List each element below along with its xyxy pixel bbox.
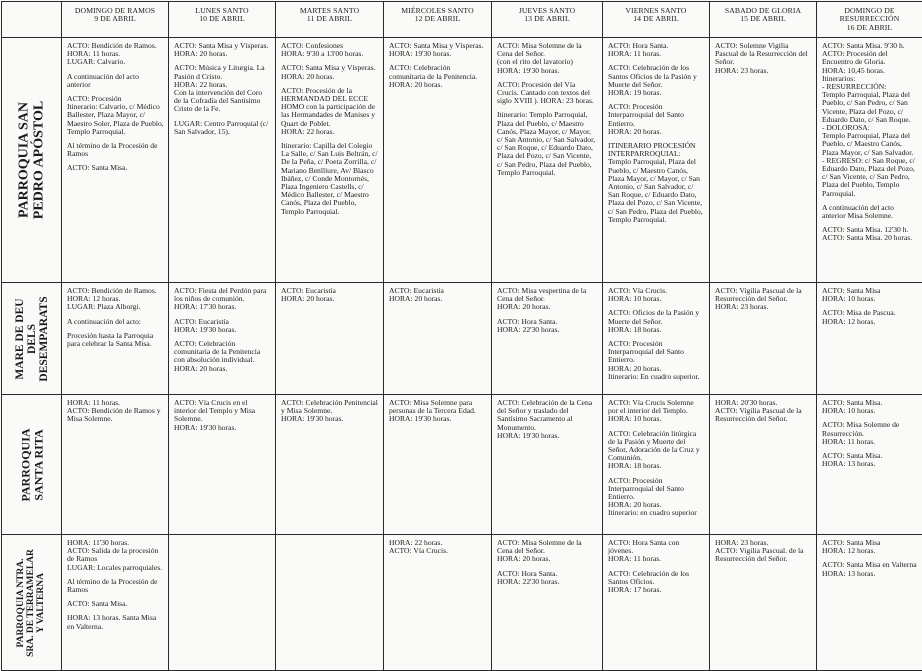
event-text: ACTO: Santa Misa. HORA: 13 horas. bbox=[822, 451, 883, 469]
schedule-cell bbox=[384, 535, 492, 671]
event-text: ACTO: Santa Misa y Vísperas. HORA: 19'30 horas. bbox=[389, 41, 484, 59]
table-corner bbox=[2, 2, 62, 38]
parish-name: PARROQUIA NTRA. SRA. DE TERRAMELAR Y VALTERNA bbox=[15, 548, 46, 657]
schedule-cell bbox=[384, 395, 492, 535]
event-text: ACTO: Misa Solemne para personas de la Tercera Edad. HORA: 19'30 horas. bbox=[389, 398, 476, 424]
event-text: ACTO: Procesión del Vía Crucis. Cantado con textos del siglo XVIII ). HORA: 23 horas. bbox=[497, 79, 594, 106]
schedule-cell bbox=[169, 535, 276, 671]
schedule-cell bbox=[384, 283, 492, 395]
event-text: ACTO: Procesión de la HERMANDAD DEL ECCE HOMO con la participación de las Hermandades de Manises y Quart de Poblet. HORA: 22 horas. bbox=[281, 85, 376, 136]
event-text: ACTO: Procesión Itinerario: Calvario, c/ Médico Ballester, Plaza Mayor, c/ Maestro Soler, Plaza de Pueblo, Templo Parroquial. bbox=[67, 94, 164, 136]
event-text: ACTO: Celebración comunitaria de la Penitencia con absolución individual. HORA: 20 horas. bbox=[174, 339, 261, 373]
day-date: 13 DE ABRIL bbox=[524, 14, 570, 24]
day-header bbox=[62, 2, 169, 38]
event-text: HORA: 20'30 horas. ACTO: Vigilia Pascual de la Resurrección del Señor. bbox=[715, 398, 802, 424]
event-text: ACTO: Vía Crucis en el interior del Templo y Misa Solemne. HORA: 19'30 horas. bbox=[174, 398, 256, 432]
schedule-cell bbox=[817, 38, 922, 283]
event-text: ACTO: Santa Misa. bbox=[67, 599, 128, 609]
day-date: 10 DE ABRIL bbox=[199, 14, 245, 24]
event-text: ACTO: Santa Misa. bbox=[67, 163, 128, 173]
event-text: ACTO: Vía Crucis. HORA: 10 horas. bbox=[608, 286, 667, 304]
day-header bbox=[276, 2, 384, 38]
event-text: A continuación del acto: bbox=[67, 316, 142, 326]
parish-header bbox=[2, 38, 62, 283]
event-text: ACTO: Santa Misa HORA: 12 horas. bbox=[822, 538, 881, 556]
event-text: Itinerario: Capilla del Colegio La Salle, c/ San Luis Beltrán, c/ De la Peña, c/ Poeta Zorrilla, c/ Mariano Benlliure, Av/ Blasco Ibáñez, c/ Conde Montornés, Plaza Ingeniero Castells, c/ Médico Ballester, c/ Maestro Canós, Plaza del Pueblo, Templo Parroquial. bbox=[281, 141, 378, 216]
event-text: ACTO: Santa Misa. 12'30 h. ACTO: Santa Misa. 20 horas. bbox=[822, 225, 913, 243]
schedule-cell bbox=[276, 283, 384, 395]
event-text: LUGAR: Centro Parroquial (c/ San Salvador, 15). bbox=[174, 118, 269, 136]
parish-row bbox=[2, 395, 922, 535]
event-text: ACTO: Celebración comunitaria de la Penitencia. HORA: 20 horas. bbox=[389, 63, 478, 89]
schedule-cell bbox=[169, 395, 276, 535]
event-text: ACTO: Procesión Interparroquial del Santo Entierro. HORA: 20 horas. Itinerario: En cuadro superior. bbox=[608, 339, 700, 381]
event-text: ACTO: Eucaristía HORA: 20 horas. bbox=[389, 286, 444, 304]
event-text: HORA: 13 horas. Santa Misa en Valterna. bbox=[67, 613, 157, 631]
schedule-cell bbox=[603, 395, 710, 535]
schedule-cell bbox=[710, 283, 817, 395]
schedule-cell bbox=[603, 283, 710, 395]
event-text: ACTO: Celebración de los Santos Oficios de la Pasión y Muerte del Señor. HORA: 19 horas. bbox=[608, 63, 697, 98]
event-text: ACTO: Hora Santa. HORA: 11 horas. bbox=[608, 41, 669, 59]
event-text: A continuación del acto anterior Misa Solemne. bbox=[822, 202, 894, 221]
event-text: ACTO: Procesión Interparroquial del Santo Entierro. HORA: 20 horas. bbox=[608, 102, 684, 136]
event-text: ACTO: Bendición de Ramos. HORA: 11 horas. LUGAR: Calvario. bbox=[67, 41, 157, 67]
event-text: ACTO: Vía Crucis Solemne por el interior del Templo. HORA: 10 horas. bbox=[608, 398, 694, 424]
schedule-cell bbox=[492, 38, 603, 283]
event-text: ACTO: Procesión Interparroquial del Santo Entierro. HORA: 20 horas. Itinerario: en cuadro superior bbox=[608, 475, 697, 518]
schedule-cell bbox=[710, 38, 817, 283]
event-text: ACTO: Celebración de los Santos Oficios. HORA: 17 horas. bbox=[608, 568, 690, 595]
event-text: ACTO: Misa vespertina de la Cena del Señor. HORA: 20 horas. bbox=[497, 286, 587, 312]
day-name: DOMINGO DE RESURRECCIÓN bbox=[839, 6, 900, 24]
day-date: 11 DE ABRIL bbox=[306, 14, 353, 24]
event-text: ACTO: Santa Misa en Valterna HORA: 13 horas. bbox=[822, 560, 917, 578]
event-text: ACTO: Santa Misa y Vísperas. HORA: 20 horas. bbox=[281, 63, 376, 81]
day-header bbox=[384, 2, 492, 38]
day-name: VIERNES SANTO bbox=[625, 6, 687, 15]
event-text: ACTO: Santa Misa. HORA: 10 horas. bbox=[822, 398, 883, 416]
event-text: ACTO: Misa de Pascua. HORA: 12 horas. bbox=[822, 308, 896, 326]
schedule-cell bbox=[384, 38, 492, 283]
event-text: ITINERARIO PROCESIÓN INTERPARROQUIAL: Templo Parroquial, Plaza del Pueblo, c/ Maestro Canós, Plaza Mayor, c/ Mayor, c/ San Antonio, c/ San Salvador, c/ San Roque, c/ Eduardo Dato, Plaza del Pozo, c/ San Vicente, c/ San Pedro, Plaza del Pueblo, Templo Parroquial. bbox=[608, 141, 703, 224]
event-text: ACTO: Bendición de Ramos. HORA: 12 horas. LUGAR: Plaza Alborgi. bbox=[67, 286, 157, 312]
event-text: HORA: 11'30 horas. ACTO: Salida de la procesión de Ramos LUGAR: Locales parroquiales. bbox=[67, 538, 163, 572]
parish-name: MARE DE DEU DELS DESEMPARATS bbox=[13, 295, 50, 382]
schedule-cell bbox=[492, 395, 603, 535]
event-text: ACTO: Música y Liturgia. La Pasión d Cristo. HORA: 22 horas. Con la intervención del Coro de la Cofradía del Santísimo Cristo de la Fe. bbox=[174, 63, 265, 114]
schedule-cell bbox=[710, 535, 817, 671]
day-date: 12 DE ABRIL bbox=[414, 14, 461, 24]
parish-row bbox=[2, 38, 922, 283]
day-name: LUNES SANTO bbox=[195, 6, 249, 15]
parish-header bbox=[2, 535, 62, 671]
event-text: ACTO: Misa Solemne de la Cena del Señor. HORA: 20 horas. bbox=[497, 538, 582, 564]
schedule-cell bbox=[817, 283, 922, 395]
schedule-cell bbox=[710, 395, 817, 535]
day-header bbox=[710, 2, 817, 38]
event-text: Al término de la Procesión de Ramos bbox=[67, 576, 158, 595]
event-text: ACTO: Eucaristía HORA: 19'30 horas. bbox=[174, 316, 237, 334]
event-text: ACTO: Celebración Penitencial y Misa Solemne. HORA: 19'30 horas. bbox=[281, 398, 378, 424]
event-text: HORA: 11 horas. ACTO: Bendición de Ramos y Misa Solemne. bbox=[67, 398, 161, 424]
day-date: 16 DE ABRIL bbox=[846, 22, 893, 32]
event-text: Al término de la Procesión de Ramos bbox=[67, 141, 158, 159]
day-header bbox=[169, 2, 276, 38]
day-header bbox=[603, 2, 710, 38]
event-text: ACTO: Hora Santa. HORA: 22'30 horas. bbox=[497, 568, 560, 586]
event-text: ACTO: Santa Misa HORA: 10 horas. bbox=[822, 286, 881, 304]
schedule-cell bbox=[817, 395, 922, 535]
event-text: ACTO: Santa Misa y Vísperas. HORA: 20 horas. bbox=[174, 41, 269, 59]
schedule-cell bbox=[276, 535, 384, 671]
event-text: Itinerario: Templo Parroquial, Plaza del Pueblo, c/ Maestro Canós, Plaza Mayor, c/ Mayor, c/ San Antonio, c/ San Salvador, c/ San Roque, c/ Eduardo Dato, Plaza del Pozo, c/ San Vicente, c/ San Pedro, Plaza del Pueblo, Templo Parroquial. bbox=[497, 110, 596, 177]
day-name: JUEVES SANTO bbox=[518, 6, 576, 15]
schedule-cell bbox=[169, 38, 276, 283]
schedule-cell bbox=[169, 283, 276, 395]
schedule-cell bbox=[603, 38, 710, 283]
day-date: 14 DE ABRIL bbox=[633, 14, 679, 24]
parish-header bbox=[2, 283, 62, 395]
parish-name: PARROQUIA SAN PEDRO APÓSTOL bbox=[15, 100, 46, 220]
event-text: ACTO: Hora Santa con jóvenes. HORA: 11 horas. bbox=[608, 538, 680, 564]
event-text: ACTO: Celebración de la Cena del Señor y traslado del Santísimo Sacramento al Monumento. HORA: 19'30 horas. bbox=[497, 398, 593, 440]
event-text: Procesión hasta la Parroquia para celebrar la Santa Misa. bbox=[67, 330, 154, 349]
day-date: 15 DE ABRIL bbox=[740, 14, 786, 24]
event-text: ACTO: Vigilia Pascual de la Resurrección del Señor. HORA: 23 horas. bbox=[715, 286, 802, 312]
schedule-cell bbox=[276, 38, 384, 283]
parish-row bbox=[2, 283, 922, 395]
day-name: MARTES SANTO bbox=[299, 6, 360, 15]
day-header-row bbox=[2, 2, 922, 38]
event-text: ACTO: Santa Misa. 9'30 h. ACTO: Procesión del Encuentro de Gloria. HORA: 10,45 horas. Itinerarios: - RESURRECCIÓN: Templo Parroquial, Plaza del Pueblo, c/ San Pedro, c/ San Vicente, Plaza del Pozo, c/ Eduardo Dato, c/ San Roque. - DOLOROSA: Templo Parroquial, Plaza del Pueblo, c/ Maestro Canós, Plaza Mayor, c/ San Salvador. - REGRESO: c/ San Roque, c/ Eduardo Dato, Plaza del Pozo, c/ San Vicente, c/ San Pedro, Plaza del Pueblo, Templo Parroquial. bbox=[822, 41, 915, 198]
event-text: ACTO: Misa Solemne de la Cena del Señor. (con el rito del lavatorio) HORA: 19'30 horas. bbox=[497, 41, 582, 75]
schedule-cell bbox=[817, 535, 922, 671]
event-text: ACTO: Fiesta del Perdón para los niños de comunión. HORA: 17'30 horas. bbox=[174, 286, 267, 312]
schedule-cell bbox=[276, 395, 384, 535]
day-name: MIÉRCOLES SANTO bbox=[401, 6, 474, 15]
schedule-cell bbox=[62, 395, 169, 535]
event-text: HORA: 22 horas. ACTO: Vía Crucis. bbox=[389, 538, 448, 556]
event-text: ACTO: Eucaristía HORA: 20 horas. bbox=[281, 286, 336, 304]
schedule-cell bbox=[492, 535, 603, 671]
day-header bbox=[817, 2, 922, 38]
day-name: SABADO DE GLORIA bbox=[724, 6, 802, 15]
event-text: ACTO: Misa Solemne de Resurrección. HORA: 11 horas. bbox=[822, 420, 900, 446]
holy-week-schedule-table bbox=[1, 1, 922, 671]
day-name: DOMINGO DE RAMOS bbox=[74, 6, 156, 15]
event-text: ACTO: Hora Santa. HORA: 22'30 horas. bbox=[497, 316, 560, 334]
day-header bbox=[492, 2, 603, 38]
parish-name: PARROQUIA SANTA RITA bbox=[17, 427, 45, 502]
event-text: HORA: 23 horas. ACTO: Vigilia Pascual. de la Resurrección del Señor. bbox=[715, 538, 804, 564]
parish-header bbox=[2, 395, 62, 535]
event-text: ACTO: Solemne Vigilia Pascual de la Resurrección del Señor. HORA: 23 horas. bbox=[715, 41, 808, 75]
schedule-cell bbox=[62, 283, 169, 395]
schedule-cell bbox=[62, 535, 169, 671]
event-text: ACTO: Celebración litúrgica de la Pasión y Muerte del Señor, Adoración de la Cruz y Comunión. HORA: 18 horas. bbox=[608, 428, 700, 471]
event-text: ACTO: Oficios de la Pasión y Muerte del Señor. HORA: 18 horas. bbox=[608, 308, 700, 334]
schedule-cell bbox=[62, 38, 169, 283]
schedule-cell bbox=[492, 283, 603, 395]
event-text: ACTO: Confesiones HORA: 9'30 a 13'00 horas. bbox=[281, 41, 364, 59]
day-date: 9 DE ABRIL bbox=[94, 14, 136, 24]
event-text: A continuación del acto anterior bbox=[67, 71, 139, 89]
parish-row bbox=[2, 535, 922, 671]
schedule-cell bbox=[603, 535, 710, 671]
